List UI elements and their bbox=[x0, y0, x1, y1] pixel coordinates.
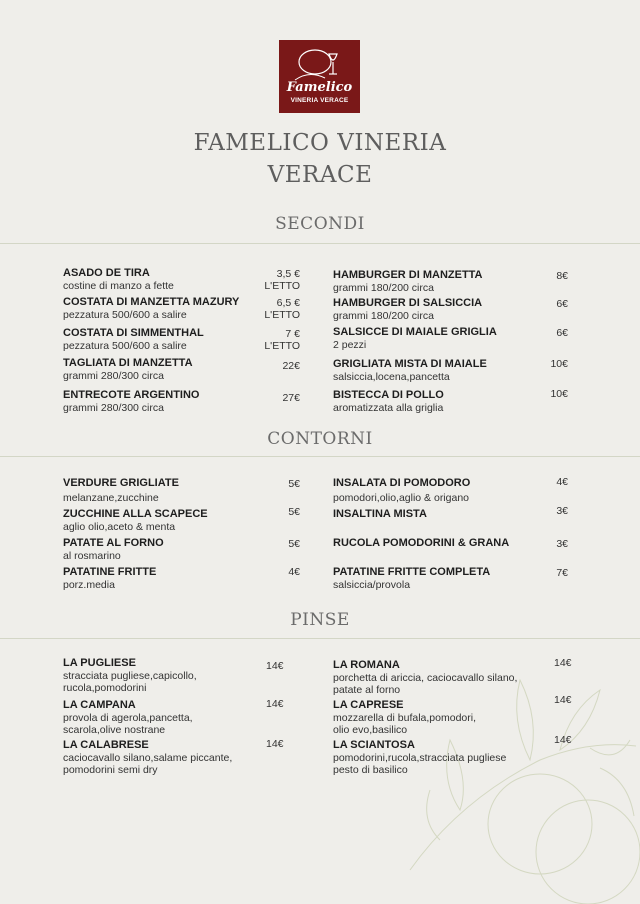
item-desc-line-2: pesto di basilico bbox=[333, 764, 408, 776]
section-title-contorni: CONTORNI bbox=[267, 429, 373, 449]
item-price bbox=[264, 268, 300, 292]
menu-item bbox=[63, 357, 193, 382]
item-name: HAMBURGER DI SALSICCIA bbox=[333, 297, 483, 309]
item-desc: melanzane,zucchine bbox=[63, 492, 159, 504]
item-price: 14€ bbox=[554, 734, 572, 746]
menu-item bbox=[63, 657, 197, 694]
item-desc: costine di manzo a fette bbox=[63, 280, 174, 292]
item-price: 14€ bbox=[266, 698, 284, 710]
menu-item bbox=[333, 297, 482, 322]
section-title-pinse: PINSE bbox=[290, 610, 350, 630]
item-name: LA SCIANTOSA bbox=[333, 739, 415, 751]
item-name: LA PUGLIESE bbox=[63, 657, 136, 669]
item-price: 14€ bbox=[554, 657, 572, 669]
menu-item bbox=[333, 659, 517, 696]
menu-item bbox=[63, 508, 208, 533]
page-title-line-2: VERACE bbox=[267, 162, 373, 188]
item-name: ZUCCHINE ALLA SCAPECE bbox=[63, 508, 208, 520]
item-price: 7€ bbox=[556, 567, 568, 579]
item-desc: pomodori,olio,aglio & origano bbox=[333, 492, 470, 504]
price-value: 6,5 € bbox=[276, 297, 300, 309]
item-price: 10€ bbox=[550, 388, 568, 400]
item-name: LA CAPRESE bbox=[333, 699, 404, 711]
item-price: 6€ bbox=[556, 327, 568, 339]
logo-subtitle: VINERIA VERACE bbox=[290, 97, 349, 104]
menu-item bbox=[333, 389, 444, 414]
page-title-line-1: FAMELICO VINERIA bbox=[193, 130, 447, 156]
item-desc-line-2: patate al forno bbox=[333, 684, 401, 696]
item-desc: porchetta di ariccia, caciocavallo silano, bbox=[333, 672, 518, 684]
item-desc: pomodorini,rucola,stracciata pugliese bbox=[333, 752, 507, 764]
menu-item bbox=[63, 477, 179, 504]
price-unit: L'ETTO bbox=[264, 309, 300, 321]
divider bbox=[0, 456, 640, 457]
item-desc: al rosmarino bbox=[63, 550, 121, 562]
item-desc: grammi 180/200 circa bbox=[333, 310, 434, 322]
item-name: ASADO DE TIRA bbox=[63, 267, 150, 279]
item-name: COSTATA DI SIMMENTHAL bbox=[63, 327, 204, 339]
item-name: GRIGLIATA MISTA DI MAIALE bbox=[333, 358, 487, 370]
item-desc: pezzatura 500/600 a salire bbox=[63, 340, 187, 352]
item-name: HAMBURGER DI MANZETTA bbox=[333, 269, 483, 281]
item-name: LA ROMANA bbox=[333, 659, 400, 671]
item-desc: 2 pezzi bbox=[333, 339, 367, 351]
item-desc: porz.media bbox=[63, 579, 115, 591]
item-price: 14€ bbox=[554, 694, 572, 706]
menu-item bbox=[333, 508, 427, 521]
logo-brand: Famelico bbox=[286, 80, 353, 95]
item-name: COSTATA DI MANZETTA MAZURY bbox=[63, 296, 240, 308]
item-desc-line-2: scarola,olive nostrane bbox=[63, 724, 166, 736]
menu-item bbox=[333, 326, 497, 351]
item-price: 4€ bbox=[556, 476, 568, 488]
item-name: PATATINE FRITTE COMPLETA bbox=[333, 566, 491, 578]
item-price: 5€ bbox=[288, 478, 300, 490]
item-name: PATATE AL FORNO bbox=[63, 537, 164, 549]
item-desc: caciocavallo silano,salame piccante, bbox=[63, 752, 233, 764]
item-desc: salsiccia/provola bbox=[333, 579, 411, 591]
item-price bbox=[264, 328, 300, 352]
item-name: ENTRECOTE ARGENTINO bbox=[63, 389, 200, 401]
item-price: 14€ bbox=[266, 738, 284, 750]
divider bbox=[0, 638, 640, 639]
item-desc: aromatizzata alla griglia bbox=[333, 402, 444, 414]
menu-item bbox=[333, 269, 483, 294]
item-price bbox=[264, 297, 300, 321]
item-desc: stracciata pugliese,capicollo, bbox=[63, 670, 197, 682]
menu-item bbox=[333, 566, 490, 591]
menu-item bbox=[63, 566, 156, 591]
item-price: 10€ bbox=[550, 358, 568, 370]
item-price: 5€ bbox=[288, 506, 300, 518]
item-desc: provola di agerola,pancetta, bbox=[63, 712, 193, 724]
item-desc-line-2: rucola,pomodorini bbox=[63, 682, 147, 694]
menu-item bbox=[333, 358, 487, 383]
item-name: INSALTINA MISTA bbox=[333, 508, 427, 520]
menu-item bbox=[63, 327, 204, 352]
item-desc: grammi 180/200 circa bbox=[333, 282, 434, 294]
menu-item bbox=[63, 699, 193, 736]
logo bbox=[279, 40, 360, 113]
item-price: 14€ bbox=[266, 660, 284, 672]
menu-item bbox=[63, 537, 164, 562]
item-price: 27€ bbox=[282, 392, 300, 404]
item-name: INSALATA DI POMODORO bbox=[333, 477, 471, 489]
item-name: RUCOLA POMODORINI & GRANA bbox=[333, 537, 510, 549]
item-desc-line-2: olio evo,basilico bbox=[333, 724, 408, 736]
menu-item bbox=[333, 537, 509, 550]
price-value: 3,5 € bbox=[276, 268, 300, 280]
item-desc: grammi 280/300 circa bbox=[63, 370, 164, 382]
item-desc: pezzatura 500/600 a salire bbox=[63, 309, 187, 321]
menu-item bbox=[333, 477, 470, 504]
item-price: 8€ bbox=[556, 270, 568, 282]
item-name: VERDURE GRIGLIATE bbox=[63, 477, 179, 489]
menu-item bbox=[63, 389, 200, 414]
item-name: BISTECCA DI POLLO bbox=[333, 389, 444, 401]
item-price: 6€ bbox=[556, 298, 568, 310]
item-price: 3€ bbox=[556, 505, 568, 517]
menu-item bbox=[333, 699, 476, 736]
item-name: PATATINE FRITTE bbox=[63, 566, 157, 578]
item-name: TAGLIATA DI MANZETTA bbox=[63, 357, 193, 369]
item-price: 3€ bbox=[556, 538, 568, 550]
menu-item bbox=[333, 739, 506, 776]
menu-item bbox=[63, 739, 232, 776]
item-desc: mozzarella di bufala,pomodori, bbox=[333, 712, 476, 724]
item-price: 5€ bbox=[288, 538, 300, 550]
price-unit: L'ETTO bbox=[264, 280, 300, 292]
item-name: LA CAMPANA bbox=[63, 699, 136, 711]
item-desc: salsiccia,locena,pancetta bbox=[333, 371, 450, 383]
menu-item bbox=[63, 296, 239, 321]
item-price: 22€ bbox=[282, 360, 300, 372]
price-unit: L'ETTO bbox=[264, 340, 300, 352]
section-title-secondi: SECONDI bbox=[275, 214, 365, 234]
item-desc: grammi 280/300 circa bbox=[63, 402, 164, 414]
item-desc-line-2: pomodorini semi dry bbox=[63, 764, 158, 776]
divider bbox=[0, 243, 640, 244]
price-value: 7 € bbox=[285, 328, 300, 340]
item-price: 4€ bbox=[288, 566, 300, 578]
menu-item bbox=[63, 267, 174, 292]
item-name: LA CALABRESE bbox=[63, 739, 149, 751]
item-name: SALSICCE DI MAIALE GRIGLIA bbox=[333, 326, 497, 338]
item-desc: aglio olio,aceto & menta bbox=[63, 521, 176, 533]
